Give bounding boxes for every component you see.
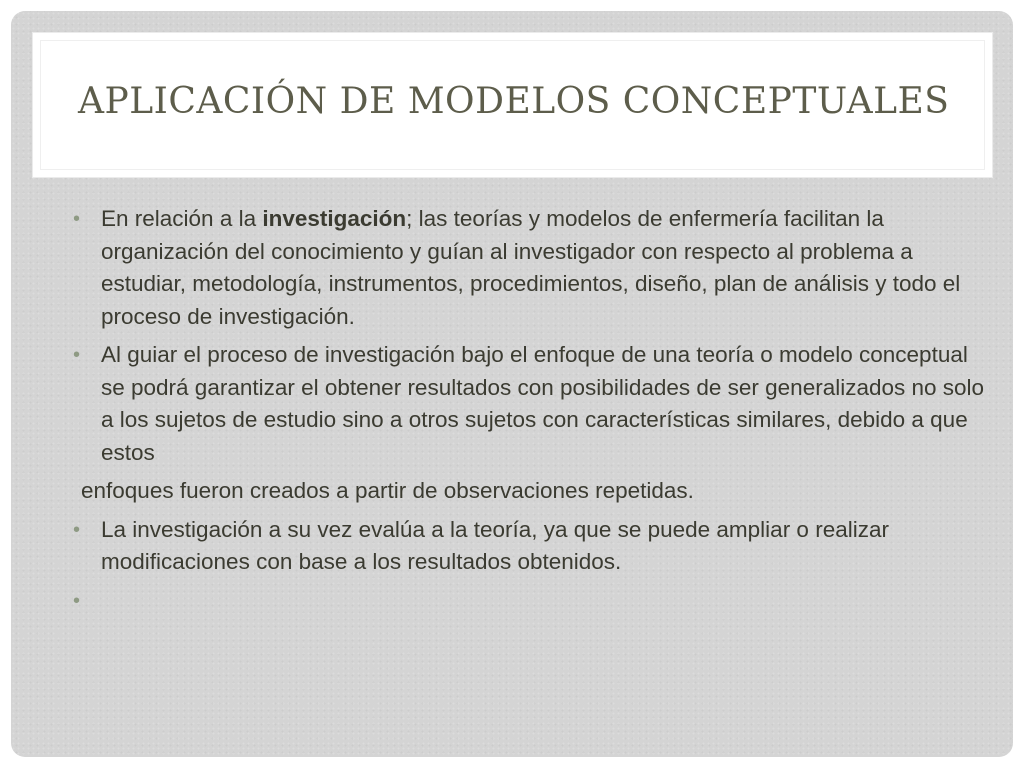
bullet-1-post: ; las teorías y modelos de enfermería facilitan la organización del conocimiento y guían al investigador con respecto al problema a estudiar, metodología, instrumentos, procedimientos, diseño, plan de análisis y todo el proceso de investigación. xyxy=(101,206,961,329)
bullet-icon xyxy=(73,514,80,547)
bullet-1-bold: investigación xyxy=(262,206,407,231)
bullet-3-text: La investigación a su vez evalúa a la teoría, ya que se puede ampliar o realizar modificaciones con base a los resultados obtenidos. xyxy=(101,516,889,574)
bullet-2-continuation: enfoques fueron creados a partir de observaciones repetidas. xyxy=(81,478,694,503)
bullet-icon xyxy=(73,339,80,372)
bullet-2-text: Al guiar el proceso de investigación bajo el enfoque de una teoría o modelo conceptual se podrá garantizar el obtener resultados con posibilidades de ser generalizados no solo a los sujetos de estudio sino a otros sujetos con características similares, debido a que estos xyxy=(101,342,985,465)
slide-title: APLICACIÓN DE MODELOS CONCEPTUALES xyxy=(78,81,950,122)
slide xyxy=(11,11,1013,757)
bullet-icon xyxy=(73,585,80,618)
slide-content xyxy=(71,203,991,585)
bullet-item-1 xyxy=(71,203,991,333)
bullet-item-3 xyxy=(71,514,991,579)
bullet-1-pre: En relación a la xyxy=(101,206,263,231)
bullet-icon xyxy=(73,203,80,236)
bullet-item-2 xyxy=(71,339,991,469)
